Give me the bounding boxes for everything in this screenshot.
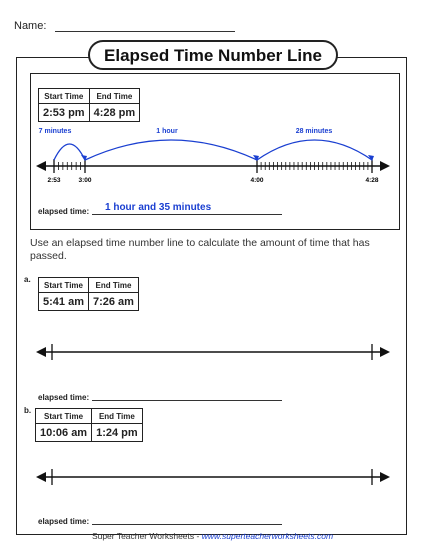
number-line-axis	[36, 161, 390, 171]
worksheet-title: Elapsed Time Number Line	[88, 40, 338, 70]
end-time-value: 4:28 pm	[89, 104, 140, 122]
elapsed-time-label: elapsed time:	[38, 393, 90, 402]
start-time-value: 2:53 pm	[39, 104, 90, 122]
problem-b-number-line[interactable]	[30, 465, 400, 489]
start-time-value: 10:06 am	[36, 424, 92, 442]
name-field[interactable]	[55, 31, 235, 32]
end-time-header: End Time	[88, 278, 138, 293]
elapsed-time-answer-line[interactable]	[92, 400, 282, 401]
footer	[0, 531, 425, 541]
jump-label: 1 hour	[156, 128, 178, 135]
end-time-value: 7:26 am	[88, 293, 138, 311]
start-time-header: Start Time	[39, 278, 89, 293]
footer-text: Super Teacher Worksheets -	[91, 531, 202, 541]
elapsed-time-answer: 1 hour and 35 minutes	[105, 202, 212, 213]
problem-b-time-table	[35, 408, 143, 442]
left-arrow-icon	[36, 161, 46, 171]
example-number-line	[30, 120, 400, 190]
elapsed-time-label: elapsed time:	[38, 517, 90, 526]
tick-label: 3:00	[78, 177, 92, 184]
end-time-header: End Time	[89, 89, 140, 104]
right-arrow-icon	[380, 347, 390, 357]
start-time-header: Start Time	[39, 89, 90, 104]
elapsed-time-answer-line[interactable]	[92, 524, 282, 525]
problem-a-time-table	[38, 277, 139, 311]
left-arrow-icon	[36, 347, 46, 357]
jump-label: 28 minutes	[295, 128, 333, 135]
start-time-value: 5:41 am	[39, 293, 89, 311]
problem-a-number-line[interactable]	[30, 340, 400, 364]
right-arrow-icon	[380, 161, 390, 171]
jump-label: 7 minutes	[38, 128, 72, 135]
number-line-axis	[36, 344, 390, 360]
problem-letter: a.	[24, 275, 31, 284]
right-arrow-icon	[380, 472, 390, 482]
start-time-header: Start Time	[36, 409, 92, 424]
end-time-header: End Time	[92, 409, 143, 424]
jump-arc	[257, 140, 372, 160]
number-line-axis	[36, 469, 390, 485]
instructions: Use an elapsed time number line to calculate the amount of time that has passed.	[30, 237, 370, 262]
jump-arc	[54, 144, 85, 160]
jump-arcs	[54, 140, 374, 161]
footer-link[interactable]: www.superteacherworksheets.com	[201, 531, 334, 541]
example-time-table	[38, 88, 140, 122]
tick-label: 4:28	[365, 177, 379, 184]
elapsed-time-label: elapsed time:	[38, 207, 90, 216]
jump-arc	[85, 140, 257, 160]
tick-label: 2:53	[47, 177, 61, 184]
name-label: Name:	[14, 20, 47, 32]
tick-label: 4:00	[250, 177, 264, 184]
problem-letter: b.	[24, 406, 32, 415]
left-arrow-icon	[36, 472, 46, 482]
end-time-value: 1:24 pm	[92, 424, 143, 442]
elapsed-time-line	[92, 214, 282, 215]
